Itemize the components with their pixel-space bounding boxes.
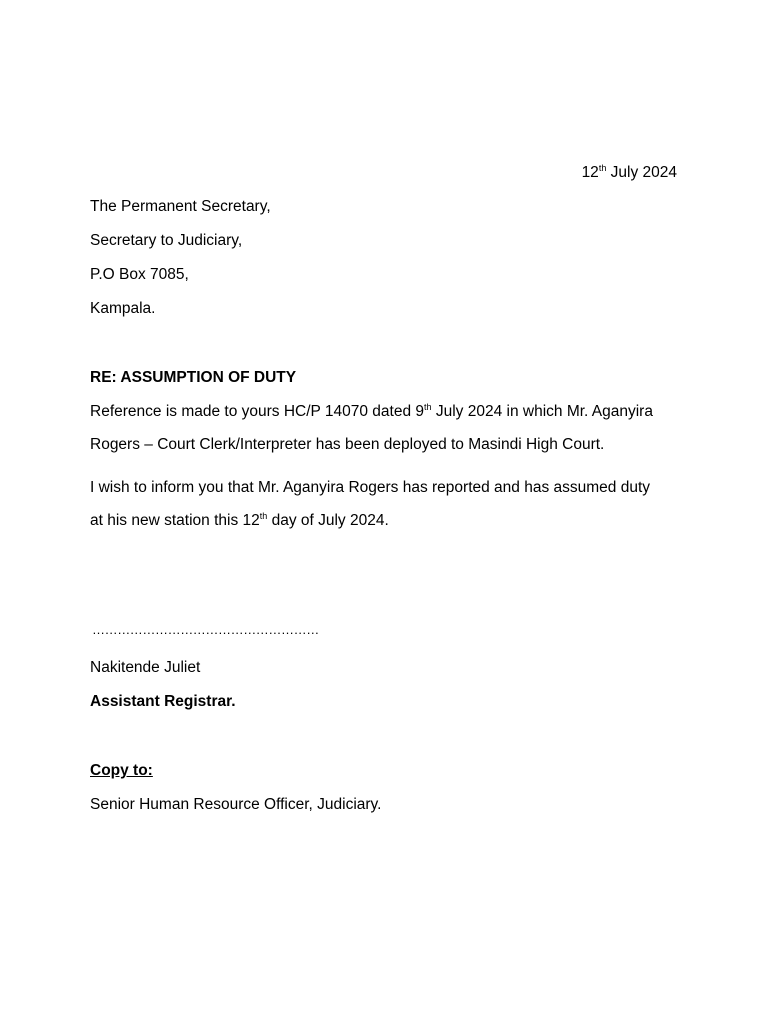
date-month-year: July 2024 [606,164,677,181]
paragraph-1-text-b: July 2024 in which Mr. Aganyira [431,403,653,420]
signatory-name: Nakitende Juliet [90,659,201,676]
paragraph-1-text-a: Reference is made to yours HC/P 14070 dated 9 [90,403,425,420]
date-day: 12 [581,164,599,181]
copy-to-label: Copy to: [90,762,153,779]
recipient-line-2: Secretary to Judiciary, [90,232,243,249]
recipient-line-3: P.O Box 7085, [90,266,189,283]
paragraph-1-line-1 [90,402,653,422]
signature-line: ……………………………………………… [92,622,319,637]
paragraph-2-text-b: day of July 2024. [267,512,389,529]
paragraph-2-text-a: at his new station this 12 [90,512,260,529]
letter-date [582,163,677,183]
copy-to-recipient: Senior Human Resource Officer, Judiciary. [90,796,382,813]
paragraph-1-line-2: Rogers – Court Clerk/Interpreter has been deployed to Masindi High Court. [90,436,605,453]
paragraph-2-line-2 [90,511,389,531]
date-day-suffix: th [598,163,607,173]
recipient-line-1: The Permanent Secretary, [90,198,271,215]
signatory-title: Assistant Registrar. [90,693,236,710]
paragraph-2-sup: th [259,511,268,521]
paragraph-1-sup: th [424,402,432,412]
paragraph-2-line-1: I wish to inform you that Mr. Aganyira Rogers has reported and has assumed duty [90,479,651,496]
subject-heading: RE: ASSUMPTION OF DUTY [90,369,297,386]
recipient-line-4: Kampala. [90,300,156,317]
